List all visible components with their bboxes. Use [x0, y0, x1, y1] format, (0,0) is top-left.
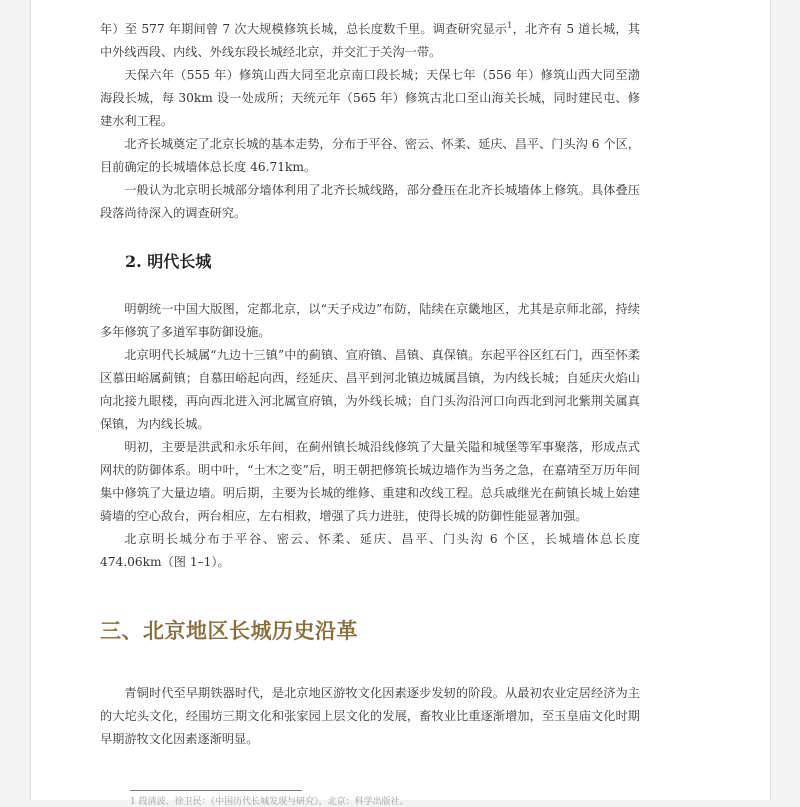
- paragraph: 青铜时代至早期铁器时代，是北京地区游牧文化因素逐步发轫的阶段。从最初农业定居经济为主的大坨头文化，经围坊三期文化和张家园上层文化的发展，畜牧业比重逐渐增加，至玉皇庙文化时期早期游牧文化因素逐渐明显。: [100, 686, 640, 746]
- footnote: 1 段清波、徐卫民：《中国历代长城发现与研究》，北京：科学出版社。: [130, 797, 409, 807]
- paragraph: 明初，主要是洪武和永乐年间，在蓟州镇长城沿线修筑了大量关隘和城堡等军事聚落，形成点式网状的防御体系。明中叶，“土木之变”后，明王朝把修筑长城边墙作为当务之急，在嘉靖至万历年间集中修筑了大量边墙。明后期，主要为长城的维修、重建和改线工程。总兵戚继光在蓟镇长城上始建骑墙的空心敌台，两台相应，左右相救，增强了兵力进驻，使得长城的防御性能显著加强。: [100, 440, 640, 523]
- paragraph: 北京明代长城属“九边十三镇”中的蓟镇、宣府镇、昌镇、真保镇。东起平谷区红石门，西至怀柔区慕田峪属蓟镇；自慕田峪起向西，经延庆、昌平到河北镇边城属昌镇，为内线长城；自延庆火焰山向北接九眼楼，再向西北进入河北属宣府镇，为外线长城；自门头沟沿河口向西北到河北紫荆关属真保镇，为内线长城。: [100, 348, 640, 431]
- paragraph: 天保六年（555 年）修筑山西大同至北京南口段长城；天保七年（556 年）修筑山西大同至渤海段长城，每 30km 设一处成所；天统元年（565 年）修筑古北口至山海关长城，同时建民屯、修建水利工程。: [100, 68, 640, 128]
- paragraph: 北齐长城奠定了北京长城的基本走势，分布于平谷、密云、怀柔、延庆、昌平、门头沟 6 个区，目前确定的长城墙体总长度 46.71km。: [100, 137, 640, 174]
- paragraph-text: ，北齐有 5 道长城，其中外线西段、内线、外线东段长城经北京，并交汇于关沟一带。: [100, 22, 640, 59]
- footnote-ref[interactable]: 1: [507, 20, 513, 30]
- paragraph-text: 年）至 577 年期间曾 7 次大规模修筑长城，总长度数千里。调查研究显示: [100, 22, 508, 36]
- paragraph: 明朝统一中国大版图，定都北京，以“天子戍边”布防，陆续在京畿地区，尤其是京师北部，持续多年修筑了多道军事防御设施。: [100, 302, 640, 339]
- page-content: [100, 18, 640, 751]
- paragraph: 北京明长城分布于平谷、密云、怀柔、延庆、昌平、门头沟 6 个区，长城墙体总长度 474.06km（图 1–1）。: [100, 532, 640, 569]
- footnote-divider: [130, 790, 302, 791]
- document-page: [30, 0, 771, 807]
- paragraph: 一般认为北京明长城部分墙体利用了北齐长城线路，部分叠压在北齐长城墙体上修筑。具体叠压段落尚待深入的调查研究。: [100, 183, 640, 220]
- paragraph: [100, 18, 640, 64]
- subsection-heading: 2. 明代长城: [125, 252, 212, 271]
- section-heading: 三、北京地区长城历史沿革: [100, 618, 358, 643]
